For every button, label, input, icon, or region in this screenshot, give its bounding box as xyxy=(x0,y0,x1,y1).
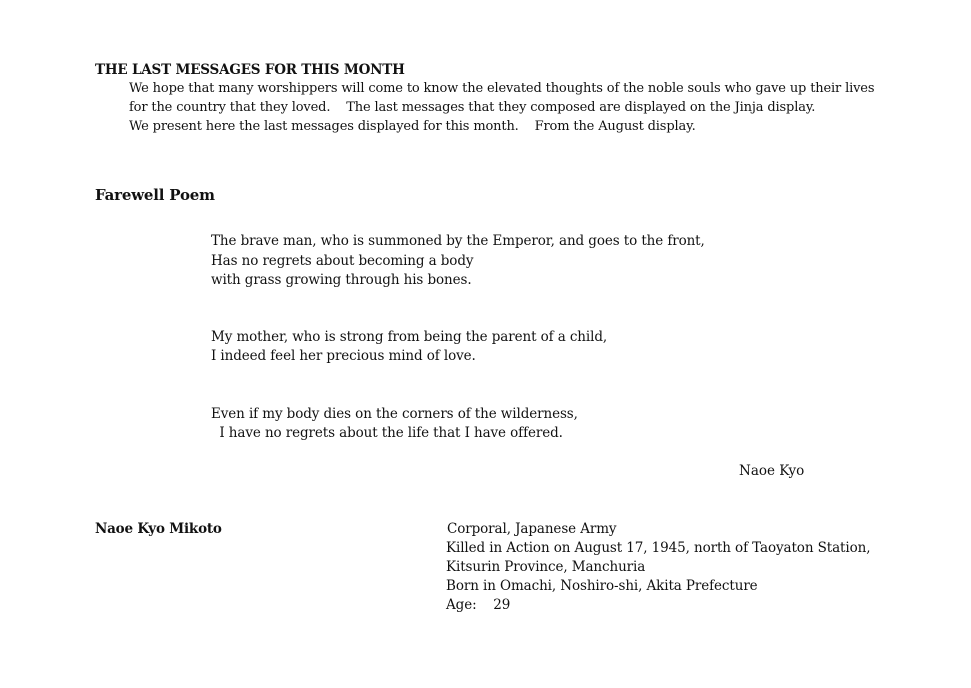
poem-line: I have no regrets about the life that I have offered. xyxy=(211,425,563,441)
location-line: Kitsurin Province, Manchuria xyxy=(446,559,646,575)
poem-line: I indeed feel her precious mind of love. xyxy=(211,348,476,364)
poem-line: with grass growing through his bones. xyxy=(211,272,472,288)
poem-signature: Naoe Kyo xyxy=(739,463,805,479)
page-title: THE LAST MESSAGES FOR THIS MONTH xyxy=(95,62,405,78)
intro-line: for the country that they loved. The last messages that they composed are displayed on the Jinja display. xyxy=(129,100,816,115)
person-name: Naoe Kyo Mikoto xyxy=(95,521,222,537)
section-title: Farewell Poem xyxy=(95,186,215,204)
intro-line: We present here the last messages displayed for this month. From the August display. xyxy=(129,119,696,134)
poem-line: The brave man, who is summoned by the Emperor, and goes to the front, xyxy=(211,233,705,249)
death-line: Killed in Action on August 17, 1945, north of Taoyaton Station, xyxy=(446,540,871,556)
poem-line: Even if my body dies on the corners of the wilderness, xyxy=(211,406,578,422)
rank-line: Corporal, Japanese Army xyxy=(447,521,617,537)
intro-line: We hope that many worshippers will come to know the elevated thoughts of the noble souls who gave up their lives xyxy=(129,81,875,96)
poem-line: Has no regrets about becoming a body xyxy=(211,253,474,269)
age-line: Age: 29 xyxy=(446,597,511,613)
birthplace-line: Born in Omachi, Noshiro-shi, Akita Prefecture xyxy=(446,578,758,594)
poem-line: My mother, who is strong from being the parent of a child, xyxy=(211,329,608,345)
